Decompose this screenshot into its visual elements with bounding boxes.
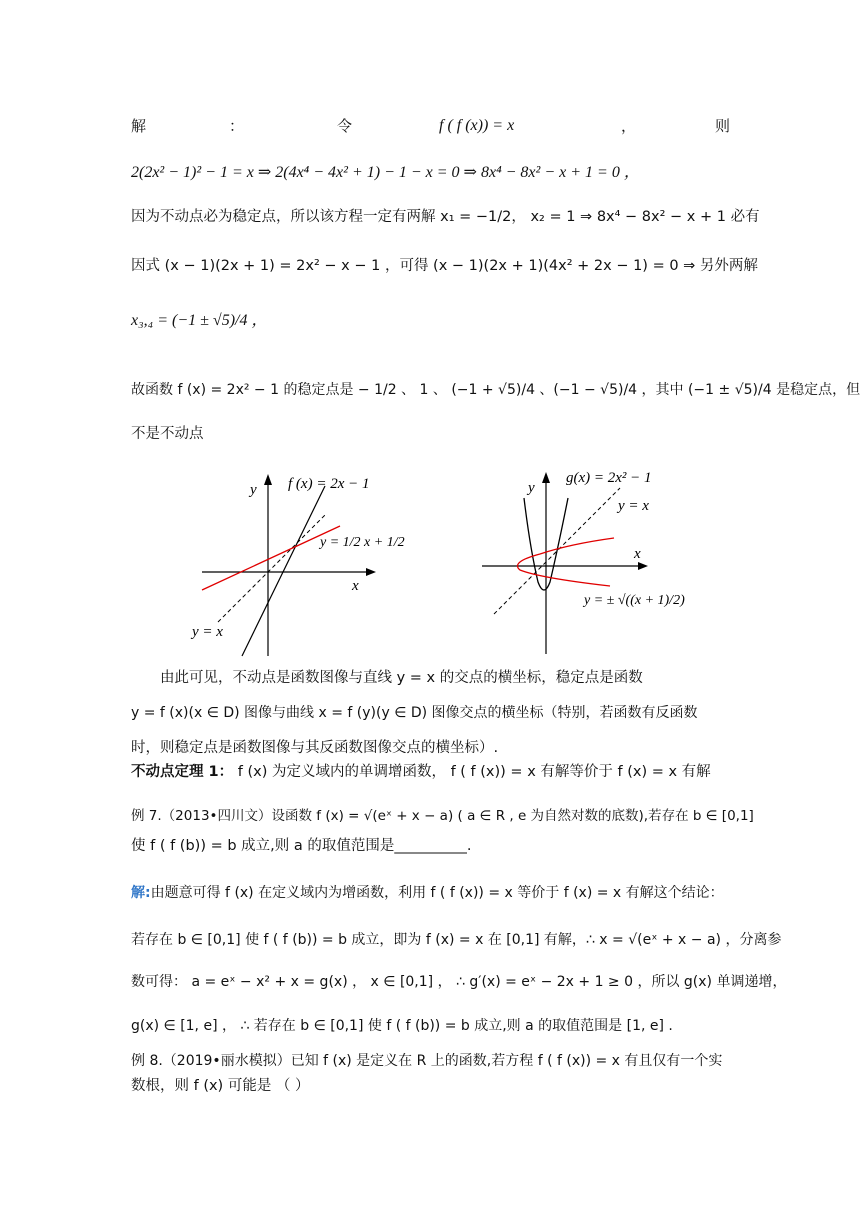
colon: ： bbox=[229, 117, 245, 135]
example8-line-2: 数根，则 f (x) 可能是 （ ） bbox=[131, 1078, 310, 1094]
explain-line-2: y = f (x)(x ∈ D) 图像与曲线 x = f (y)(y ∈ D) 图像交点的横坐标（特别，若函数有反函数 bbox=[131, 705, 698, 721]
solution7-line-2: 若存在 b ∈ [0,1] 使 f ( f (b)) = b 成立，即为 f (x) = x 在 [0,1] 有解，∴ x = √(eˣ + x − a) ，分离参 bbox=[131, 932, 782, 948]
solution7-text-1: 由题意可得 f (x) 在定义域内为增函数，利用 f ( f (x)) = x 等价于 f (x) = x 有解这个结论： bbox=[150, 885, 724, 901]
solution7-line-3: 数可得： a = eˣ − x² + x = g(x) ， x ∈ [0,1] ， ∴ g′(x) = eˣ − 2x + 1 ≥ 0 ，所以 g(x) 单调递增， bbox=[131, 974, 787, 990]
example8-line-1: 例 8.（2019•丽水模拟）已知 f (x) 是定义在 R 上的函数,若方程 f ( f (x)) = x 有且仅有一个实 bbox=[131, 1053, 723, 1069]
y-axis-arrow bbox=[542, 472, 550, 483]
example7-line-2: 使 f ( f (b)) = b 成立,则 a 的取值范围是__________. bbox=[131, 838, 472, 854]
y-axis-arrow bbox=[264, 474, 272, 485]
inverse-curve bbox=[518, 538, 615, 586]
label-diag: y = x bbox=[618, 498, 649, 514]
x-axis-arrow bbox=[638, 562, 648, 570]
line-f-2x-minus-1 bbox=[242, 486, 325, 656]
label-y: y bbox=[250, 482, 257, 498]
label-y: y bbox=[528, 480, 535, 496]
label-x: x bbox=[352, 578, 359, 594]
solution7-line-1 bbox=[131, 883, 731, 903]
explain-line-3: 时，则稳定点是函数图像与其反函数图像交点的横坐标）. bbox=[131, 740, 499, 756]
solution7-line-4: g(x) ∈ [1, e] ， ∴ 若存在 b ∈ [0,1] 使 f ( f (b)) = b 成立,则 a 的取值范围是 [1, e] . bbox=[131, 1018, 673, 1034]
ze-word: 则 bbox=[715, 117, 731, 135]
solution-line-4: 因式 (x − 1)(2x + 1) = 2x² − x − 1 ，可得 (x − 1)(2x + 1)(4x² + 2x − 1) = 0 ⇒ 另外两解 bbox=[131, 258, 758, 274]
solution-line-2: 2(2x² − 1)² − 1 = x ⇒ 2(4x⁴ − 4x² + 1) − 1 − x = 0 ⇒ 8x⁴ − 8x² − x + 1 = 0 ， bbox=[131, 164, 640, 181]
solution-line-5: x₃,₄ = (−1 ± √5)/4 ， bbox=[131, 312, 268, 329]
label-x: x bbox=[634, 546, 641, 562]
solution-line-7: 不是不动点 bbox=[131, 426, 204, 442]
label-inv: y = ± √((x + 1)/2) bbox=[584, 593, 685, 608]
solution-label: 解 bbox=[131, 117, 147, 135]
theorem-text: f (x) 为定义域内的单调增函数， f ( f (x)) = x 有解等价于 f (x) = x 有解 bbox=[233, 764, 711, 780]
solution-line-3: 因为不动点必为稳定点，所以该方程一定有两解 x₁ = −1/2， x₂ = 1 ⇒ 8x⁴ − 8x² − x + 1 必有 bbox=[131, 209, 760, 225]
comma: ， bbox=[621, 117, 637, 135]
example7-line-1: 例 7.（2013•四川文）设函数 f (x) = √(eˣ + x − a) ( a ∈ R , e 为自然对数的底数),若存在 b ∈ [0,1] bbox=[131, 808, 754, 824]
x-axis-arrow bbox=[366, 568, 376, 576]
label-g: y = 1/2 x + 1/2 bbox=[320, 535, 405, 550]
label-f: f (x) = 2x − 1 bbox=[288, 476, 370, 492]
equation-ffx: f ( f (x)) = x bbox=[439, 117, 515, 134]
label-diag: y = x bbox=[192, 624, 223, 640]
label-g: g(x) = 2x² − 1 bbox=[566, 470, 652, 486]
explain-line-1: 由此可见，不动点是函数图像与直线 y = x 的交点的横坐标，稳定点是函数 bbox=[160, 670, 643, 686]
solution7-label: 解: bbox=[131, 885, 151, 901]
figure-right bbox=[480, 458, 720, 658]
theorem bbox=[131, 762, 731, 782]
theorem-label: 不动点定理 1： bbox=[131, 764, 234, 780]
ling-word: 令 bbox=[337, 117, 353, 135]
line-y-equals-x bbox=[218, 514, 326, 622]
figure-left bbox=[190, 460, 450, 660]
solution-line-6: 故函数 f (x) = 2x² − 1 的稳定点是 − 1/2 、 1 、 (−1 + √5)/4 、(−1 − √5)/4 ，其中 (−1 ± √5)/4 是稳定点，但 bbox=[131, 382, 860, 398]
